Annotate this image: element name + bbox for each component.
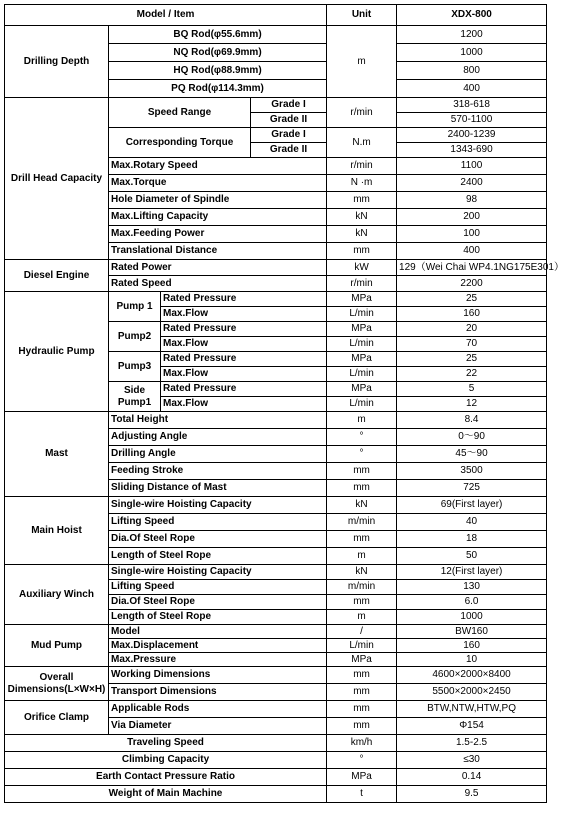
- mast-label: Mast: [5, 412, 109, 497]
- mud-pump-item: Max.Displacement: [109, 639, 327, 653]
- table-row: [5, 26, 547, 44]
- mud-pump-value: 160: [397, 639, 547, 653]
- drilling-depth-item: BQ Rod(φ55.6mm): [109, 26, 327, 44]
- mast-value: 0～90: [397, 429, 547, 446]
- overall-dim-unit: mm: [327, 667, 397, 684]
- diesel-engine-item: Rated Speed: [109, 276, 327, 292]
- pump-name: Side Pump1: [109, 382, 161, 412]
- pump-name: Pump3: [109, 352, 161, 382]
- speed-range-label: Speed Range: [109, 98, 251, 128]
- orifice-clamp-unit: mm: [327, 701, 397, 718]
- drill-head-unit: r/min: [327, 158, 397, 175]
- drilling-depth-value: 1200: [397, 26, 547, 44]
- drilling-depth-item: NQ Rod(φ69.9mm): [109, 44, 327, 62]
- general-item: Weight of Main Machine: [5, 786, 327, 803]
- drill-head-item: Hole Diameter of Spindle: [109, 192, 327, 209]
- aux-winch-item: Dia.Of Steel Rope: [109, 595, 327, 610]
- pump-item: Rated Pressure: [161, 352, 327, 367]
- drill-head-item: Max.Rotary Speed: [109, 158, 327, 175]
- main-hoist-item: Lifting Speed: [109, 514, 327, 531]
- aux-winch-item: Single-wire Hoisting Capacity: [109, 565, 327, 580]
- drill-head-value: 100: [397, 226, 547, 243]
- header-model: Model / Item: [5, 5, 327, 26]
- mast-item: Sliding Distance of Mast: [109, 480, 327, 497]
- drill-head-unit: kN: [327, 226, 397, 243]
- main-hoist-item: Length of Steel Rope: [109, 548, 327, 565]
- general-item: Traveling Speed: [5, 735, 327, 752]
- main-hoist-unit: m/min: [327, 514, 397, 531]
- drill-head-item: Max.Torque: [109, 175, 327, 192]
- general-unit: t: [327, 786, 397, 803]
- pump-unit: L/min: [327, 307, 397, 322]
- main-hoist-unit: kN: [327, 497, 397, 514]
- table-row: [5, 625, 547, 639]
- diesel-engine-value: 2200: [397, 276, 547, 292]
- table-row: [5, 565, 547, 580]
- drill-head-value: 2400: [397, 175, 547, 192]
- main-hoist-item: Dia.Of Steel Rope: [109, 531, 327, 548]
- grade-1-label: Grade I: [251, 98, 327, 113]
- pump-item: Max.Flow: [161, 397, 327, 412]
- mast-unit: °: [327, 429, 397, 446]
- overall-dim-value: 5500×2000×2450: [397, 684, 547, 701]
- orifice-clamp-item: Via Diameter: [109, 718, 327, 735]
- torque-value-1: 2400-1239: [397, 128, 547, 143]
- table-row: [5, 98, 547, 113]
- drill-head-item: Max.Feeding Power: [109, 226, 327, 243]
- table-row: [5, 497, 547, 514]
- table-row: [5, 412, 547, 429]
- drilling-depth-value: 1000: [397, 44, 547, 62]
- table-row: [5, 735, 547, 752]
- general-value: 1.5-2.5: [397, 735, 547, 752]
- mud-pump-unit: L/min: [327, 639, 397, 653]
- pump-value: 5: [397, 382, 547, 397]
- mast-value: 3500: [397, 463, 547, 480]
- pump-unit: MPa: [327, 292, 397, 307]
- general-value: 9.5: [397, 786, 547, 803]
- aux-winch-value: 12(First layer): [397, 565, 547, 580]
- pump-name: Pump2: [109, 322, 161, 352]
- mud-pump-unit: MPa: [327, 653, 397, 667]
- drill-head-item: Max.Lifting Capacity: [109, 209, 327, 226]
- aux-winch-unit: m/min: [327, 580, 397, 595]
- main-hoist-label: Main Hoist: [5, 497, 109, 565]
- aux-winch-value: 130: [397, 580, 547, 595]
- aux-winch-value: 1000: [397, 610, 547, 625]
- pump-value: 25: [397, 352, 547, 367]
- torque-value-2: 1343-690: [397, 143, 547, 158]
- mud-pump-unit: /: [327, 625, 397, 639]
- table-row: [5, 769, 547, 786]
- mast-unit: mm: [327, 463, 397, 480]
- main-hoist-unit: mm: [327, 531, 397, 548]
- mast-unit: m: [327, 412, 397, 429]
- aux-winch-unit: m: [327, 610, 397, 625]
- drill-head-unit: mm: [327, 192, 397, 209]
- header-unit: Unit: [327, 5, 397, 26]
- main-hoist-value: 40: [397, 514, 547, 531]
- drilling-depth-value: 400: [397, 80, 547, 98]
- overall-dim-item: Working Dimensions: [109, 667, 327, 684]
- diesel-engine-item: Rated Power: [109, 260, 327, 276]
- grade-1-label: Grade I: [251, 128, 327, 143]
- pump-unit: L/min: [327, 367, 397, 382]
- torque-unit: N.m: [327, 128, 397, 158]
- table-row: [5, 752, 547, 769]
- general-item: Earth Contact Pressure Ratio: [5, 769, 327, 786]
- orifice-clamp-item: Applicable Rods: [109, 701, 327, 718]
- aux-winch-label: Auxiliary Winch: [5, 565, 109, 625]
- drill-head-value: 200: [397, 209, 547, 226]
- pump-value: 160: [397, 307, 547, 322]
- drill-head-label: Drill Head Capacity: [5, 98, 109, 260]
- pump-value: 12: [397, 397, 547, 412]
- drilling-depth-value: 800: [397, 62, 547, 80]
- drilling-depth-unit: m: [327, 26, 397, 98]
- mast-value: 725: [397, 480, 547, 497]
- mast-unit: mm: [327, 480, 397, 497]
- pump-item: Max.Flow: [161, 307, 327, 322]
- table-row: [5, 260, 547, 276]
- pump-unit: MPa: [327, 352, 397, 367]
- pump-item: Rated Pressure: [161, 322, 327, 337]
- speed-range-value-2: 570-1100: [397, 113, 547, 128]
- pump-value: 25: [397, 292, 547, 307]
- drill-head-unit: N ·m: [327, 175, 397, 192]
- hydraulic-pump-label: Hydraulic Pump: [5, 292, 109, 412]
- torque-label: Corresponding Torque: [109, 128, 251, 158]
- mast-item: Drilling Angle: [109, 446, 327, 463]
- drill-head-item: Translational Distance: [109, 243, 327, 260]
- pump-value: 20: [397, 322, 547, 337]
- speed-range-unit: r/min: [327, 98, 397, 128]
- pump-unit: L/min: [327, 397, 397, 412]
- table-row: [5, 786, 547, 803]
- general-item: Climbing Capacity: [5, 752, 327, 769]
- header-value: XDX-800: [397, 5, 547, 26]
- general-unit: MPa: [327, 769, 397, 786]
- aux-winch-value: 6.0: [397, 595, 547, 610]
- general-value: ≤30: [397, 752, 547, 769]
- aux-winch-item: Lifting Speed: [109, 580, 327, 595]
- pump-value: 70: [397, 337, 547, 352]
- orifice-clamp-value: Φ154: [397, 718, 547, 735]
- general-unit: °: [327, 752, 397, 769]
- speed-range-value-1: 318-618: [397, 98, 547, 113]
- drilling-depth-item: PQ Rod(φ114.3mm): [109, 80, 327, 98]
- grade-2-label: Grade II: [251, 143, 327, 158]
- mud-pump-item: Max.Pressure: [109, 653, 327, 667]
- drilling-depth-item: HQ Rod(φ88.9mm): [109, 62, 327, 80]
- aux-winch-unit: kN: [327, 565, 397, 580]
- grade-2-label: Grade II: [251, 113, 327, 128]
- mud-pump-item: Model: [109, 625, 327, 639]
- mast-item: Total Height: [109, 412, 327, 429]
- mud-pump-label: Mud Pump: [5, 625, 109, 667]
- drill-head-value: 98: [397, 192, 547, 209]
- spec-table: [4, 4, 564, 803]
- main-hoist-value: 50: [397, 548, 547, 565]
- pump-name: Pump 1: [109, 292, 161, 322]
- table-row: [5, 667, 547, 684]
- drill-head-value: 400: [397, 243, 547, 260]
- table-row: [5, 701, 547, 718]
- main-hoist-value: 69(First layer): [397, 497, 547, 514]
- pump-unit: MPa: [327, 382, 397, 397]
- main-hoist-value: 18: [397, 531, 547, 548]
- mast-value: 8.4: [397, 412, 547, 429]
- mast-value: 45～90: [397, 446, 547, 463]
- diesel-engine-unit: kW: [327, 260, 397, 276]
- aux-winch-unit: mm: [327, 595, 397, 610]
- main-hoist-item: Single-wire Hoisting Capacity: [109, 497, 327, 514]
- aux-winch-item: Length of Steel Rope: [109, 610, 327, 625]
- overall-dim-label: Overall Dimensions(L×W×H): [5, 667, 109, 701]
- header-row: [5, 5, 547, 26]
- general-unit: km/h: [327, 735, 397, 752]
- drilling-depth-label: Drilling Depth: [5, 26, 109, 98]
- orifice-clamp-unit: mm: [327, 718, 397, 735]
- drill-head-unit: mm: [327, 243, 397, 260]
- drill-head-value: 1100: [397, 158, 547, 175]
- mast-item: Adjusting Angle: [109, 429, 327, 446]
- mud-pump-value: BW160: [397, 625, 547, 639]
- pump-unit: MPa: [327, 322, 397, 337]
- general-value: 0.14: [397, 769, 547, 786]
- pump-unit: L/min: [327, 337, 397, 352]
- diesel-engine-label: Diesel Engine: [5, 260, 109, 292]
- drill-head-unit: kN: [327, 209, 397, 226]
- orifice-clamp-value: BTW,NTW,HTW,PQ: [397, 701, 547, 718]
- overall-dim-unit: mm: [327, 684, 397, 701]
- pump-value: 22: [397, 367, 547, 382]
- overall-dim-item: Transport Dimensions: [109, 684, 327, 701]
- mud-pump-value: 10: [397, 653, 547, 667]
- pump-item: Max.Flow: [161, 367, 327, 382]
- mast-unit: °: [327, 446, 397, 463]
- diesel-engine-value: 129（Wei Chai WP4.1NG175E301）: [397, 260, 547, 276]
- main-hoist-unit: m: [327, 548, 397, 565]
- orifice-clamp-label: Orifice Clamp: [5, 701, 109, 735]
- pump-item: Rated Pressure: [161, 292, 327, 307]
- table-row: [5, 292, 547, 307]
- diesel-engine-unit: r/min: [327, 276, 397, 292]
- overall-dim-value: 4600×2000×8400: [397, 667, 547, 684]
- pump-item: Rated Pressure: [161, 382, 327, 397]
- mast-item: Feeding Stroke: [109, 463, 327, 480]
- pump-item: Max.Flow: [161, 337, 327, 352]
